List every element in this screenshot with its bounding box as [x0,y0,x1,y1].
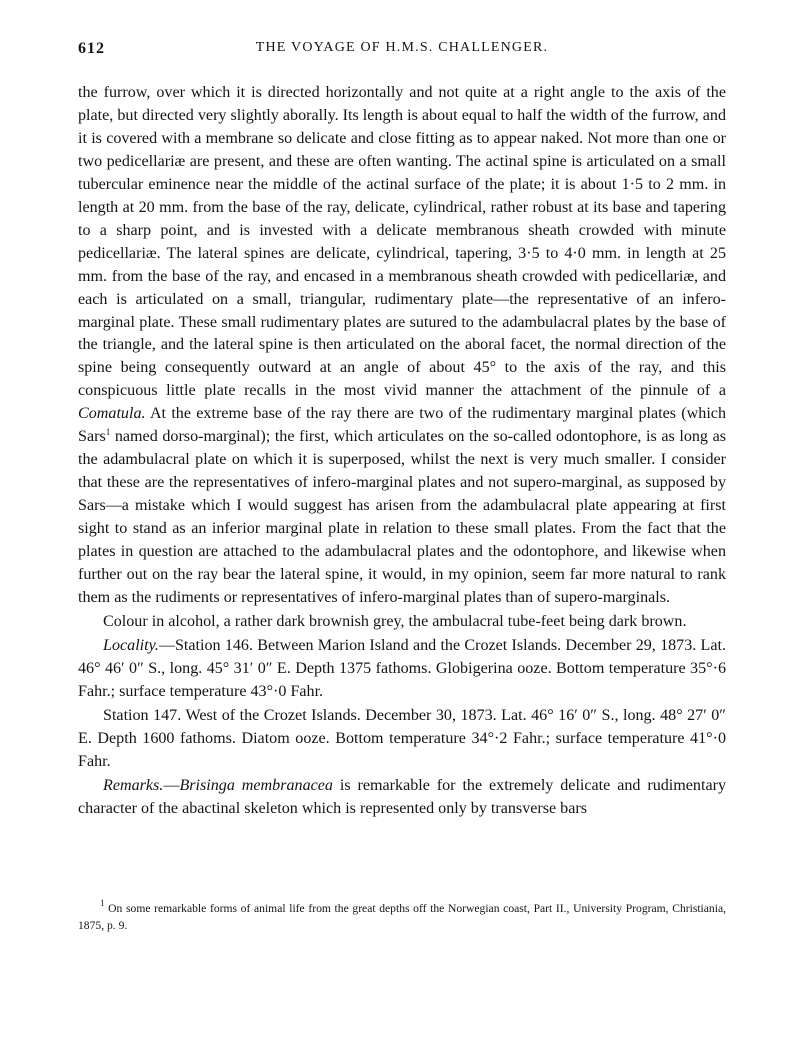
genus-comatula: Comatula. [78,405,146,423]
footnote-marker: 1 [100,898,105,908]
paragraph-colour: Colour in alcohol, a rather dark brownish grey, the ambulacral tube-feet being dark brown. [103,612,687,630]
running-title: THE VOYAGE OF H.M.S. CHALLENGER. [255,40,549,55]
remarks-text: is remarkable for the extremely delicate and rudimentary character of the abactinal skeleton which is represented only by transverse bars [78,776,726,817]
footnote [78,900,726,934]
paragraph-locality [78,635,726,704]
remarks-dash: — [163,776,180,794]
body-text [78,82,726,821]
paragraph-remarks [78,775,726,821]
running-head [78,40,726,64]
paragraph-description-text: the furrow, over which it is directed horizontally and not quite at a right angle to the axis of the plate, but directed very slightly aborally. Its length is about equal to half the width of the furrow, and it is covered with a membrane so delicate and close fitting as to appear naked. Not more than one or two pedicellariæ are present, and these are often wanting. The actinal spine is articulated on a small tubercular eminence near the middle of the actinal surface of the plate; it is about 1·5 to 2 mm. in length at 20 mm. from the base of the ray, delicate, cylindrical, rather robust at its base and tapering to a sharp point, and is invested with a delicate membranous sheath crowded with minute pedicellariæ. The lateral spines are delicate, cylindrical, tapering, 3·5 to 4·0 mm. in length at 25 mm. from the base of the ray, and encased in a membranous sheath crowded with pedicellariæ, and each is articulated on a small, triangular, rudimentary plate—the representative of an infero-marginal plate. These small rudimentary plates are sutured to the adambulacral plates by the base of the triangle, and the lateral spine is then articulated on the aboral facet, the normal direction of the spine being consequently outward at an angle of about 45° to the axis of the ray, and this conspicuous little plate recalls in the most vivid manner the attachment of the pinnule of a [78,84,726,400]
locality-label: Locality. [103,636,159,654]
paragraph-description [78,82,726,610]
page-number: 612 [78,40,105,57]
footnote-text: On some remarkable forms of animal life from the great depths off the Norwegian coast, Part II., University Program, Christiania, 1875, p. 9. [78,902,726,932]
remarks-label: Remarks. [103,776,164,794]
species-name: Brisinga membranacea [179,776,333,794]
paragraph-description-cont: At the extreme base of the ray there are two of the rudimentary marginal plates (which Sars [78,405,726,446]
footnote-reference: 1 [105,427,111,438]
locality-text: —Station 146. Between Marion Island and the Crozet Islands. December 29, 1873. Lat. 46° 46′ 0″ S., long. 45° 31′ 0″ E. Depth 1375 fathoms. Globigerina ooze. Bottom temperature 35°·6 Fahr.; surface temperature 43°·0 Fahr. [78,636,726,700]
paragraph-description-end: named dorso-marginal); the first, which articulates on the so-called odontophore, is as long as the adambulacral plate on which it is superposed, whilst the next is very much smaller. I consider that these are the representatives of infero-marginal plates and not supero-marginal, as supposed by Sars—a mistake which I would suggest has arisen from the adambulacral plate appearing at first sight to stand as an inferior marginal plate in relation to these small plates. From the fact that the plates in question are attached to the adambulacral plates and the odontophore, and likewise when further out on the ray bear the lateral spine, it would, in my opinion, seem far more natural to rank them as the rudiments or representatives of infero-marginal plates than of supero-marginals. [78,428,726,606]
paragraph-station-147: Station 147. West of the Crozet Islands. December 30, 1873. Lat. 46° 16′ 0″ S., long. 48° 27′ 0″ E. Depth 1600 fathoms. Diatom ooze. Bottom temperature 34°·2 Fahr.; surface temperature 41°·0 Fahr. [78,706,726,770]
